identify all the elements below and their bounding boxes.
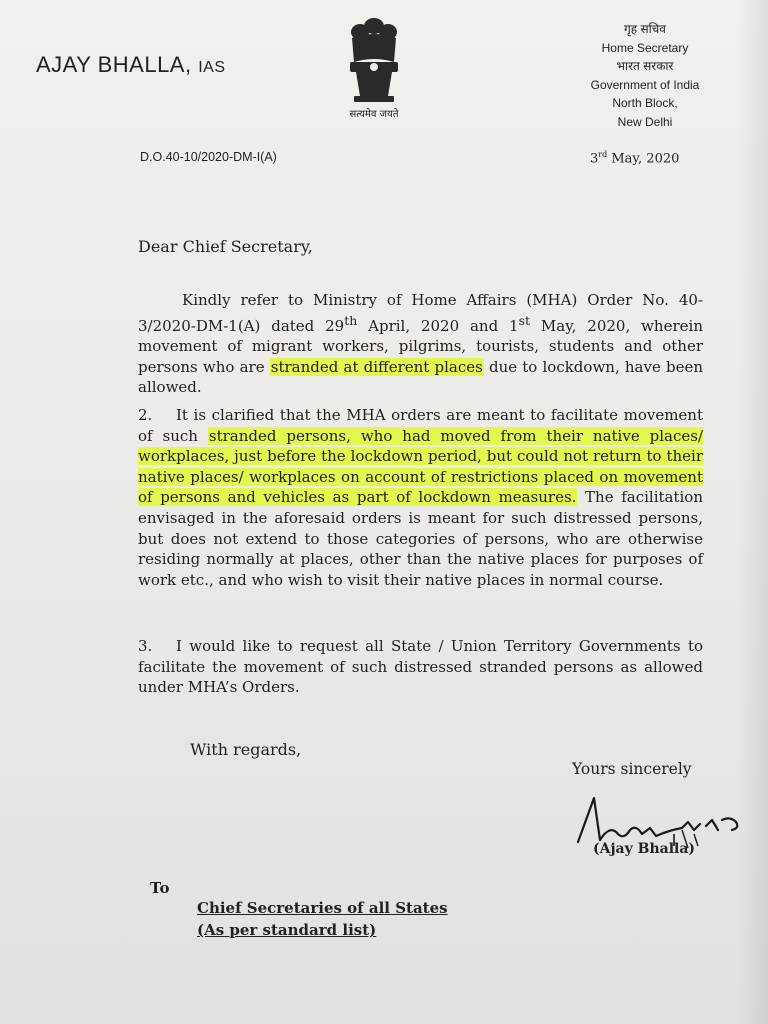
addressee-block [197,897,448,941]
office-line: गृह सचिव [624,22,666,36]
office-line: भारत सरकार [616,59,674,73]
reference-number: D.O.40-10/2020-DM-I(A) [140,150,277,164]
salutation: Dear Chief Secretary, [138,237,313,256]
sender-name: AJAY BHALLA, IAS [36,52,226,77]
highlighted-text: stranded persons, who had moved from their native places/ workplaces, just before the lockdown period, but could not return to their native places/ workplaces on account of restrictions placed on movement of persons and vehicles as part of lockdown measures. [138,426,703,507]
paragraph-2: 2. It is clarified that the MHA orders are meant to facilitate movement of such stranded persons, who had moved from their native places/ workplaces, just before the lockdown period, but could not return to their native places/ workplaces on account of restrictions placed on movement of persons and vehicles as part of lockdown measures. The facilitation envisaged in the aforesaid orders is meant for such distressed persons, but does not extend to those categories of persons, who are otherwise residing normally at places, other than the native places for purposes of work etc., and who wish to visit their native places in normal course. [138,406,703,589]
office-block [560,20,730,131]
letter-date: 3rd May, 2020 [590,150,680,167]
page-shadow [738,0,768,1024]
office-line: North Block, [612,96,678,110]
addressee-line: Chief Secretaries of all States [197,899,448,917]
addressee-line: (As per standard list) [197,921,377,939]
paragraph-1: Kindly refer to Ministry of Home Affairs (MHA) Order No. 40-3/2020-DM-1(A) dated 29th April, 2020 and 1st May, 2020, wherein movement of migrant workers, pilgrims, tourists, students and other persons who are stranded at different places due to lockdown, have been allowed. [138,291,704,397]
office-line: Government of India [590,77,700,92]
addressee-to-label: To [150,879,170,897]
office-line: Home Secretary [601,40,689,55]
closing-regards: With regards, [190,740,302,759]
closing-yours-sincerely: Yours sincerely [572,760,692,778]
signatory-name: (Ajay Bhalla) [593,841,696,857]
office-line: New Delhi [617,114,673,129]
paragraph-3: 3. I would like to request all State / Union Territory Governments to facilitate the movement of such distressed stranded persons as allowed under MHA’s Orders. [138,637,703,697]
emblem-motto: सत्यमेव जयते [349,109,399,120]
highlighted-text: stranded at different places [270,357,483,376]
national-emblem-icon [330,10,418,120]
